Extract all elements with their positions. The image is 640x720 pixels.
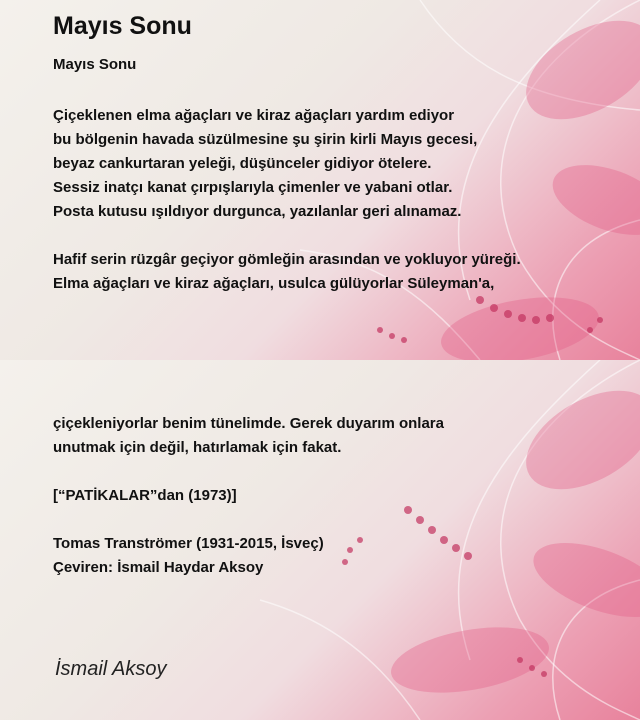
poem-line: çiçekleniyorlar benim tünelimde. Gerek duyarım onlara [53, 415, 444, 432]
poem-title: Mayıs Sonu [53, 12, 192, 40]
stanza-gap [53, 460, 444, 484]
poem-translator: Çeviren: İsmail Haydar Aksoy [53, 559, 264, 576]
poem-stanzas-bottom [53, 412, 444, 580]
poem-line: beyaz cankurtaran yeleği, düşünceler gidiyor ötelere. [53, 155, 432, 172]
poem-card-bottom [0, 360, 640, 720]
stanza-gap [53, 508, 444, 532]
stanza-gap [53, 224, 521, 248]
poem-line: bu bölgenin havada süzülmesine şu şirin kirli Mayıs gecesi, [53, 131, 478, 148]
poem-line: Posta kutusu ışıldıyor durgunca, yazılanlar geri alınamaz. [53, 203, 462, 220]
poem-author: Tomas Tranströmer (1931-2015, İsveç) [53, 535, 324, 552]
poem-stanzas-top [53, 104, 521, 296]
poem-line: unutmak için değil, hatırlamak için fakat. [53, 439, 342, 456]
poem-source: [“PATİKALAR”dan (1973)] [53, 487, 237, 504]
poem-subtitle: Mayıs Sonu [53, 56, 137, 73]
poem-line: Hafif serin rüzgâr geçiyor gömleğin arasından ve yokluyor yüreği. [53, 251, 521, 268]
poem-line: Elma ağaçları ve kiraz ağaçları, usulca gülüyorlar Süleyman'a, [53, 275, 495, 292]
poem-line: Çiçeklenen elma ağaçları ve kiraz ağaçları yardım ediyor [53, 107, 455, 124]
poem-line: Sessiz inatçı kanat çırpışlarıyla çimenler ve yabani otlar. [53, 179, 453, 196]
poet-signature: İsmail Aksoy [55, 658, 167, 680]
